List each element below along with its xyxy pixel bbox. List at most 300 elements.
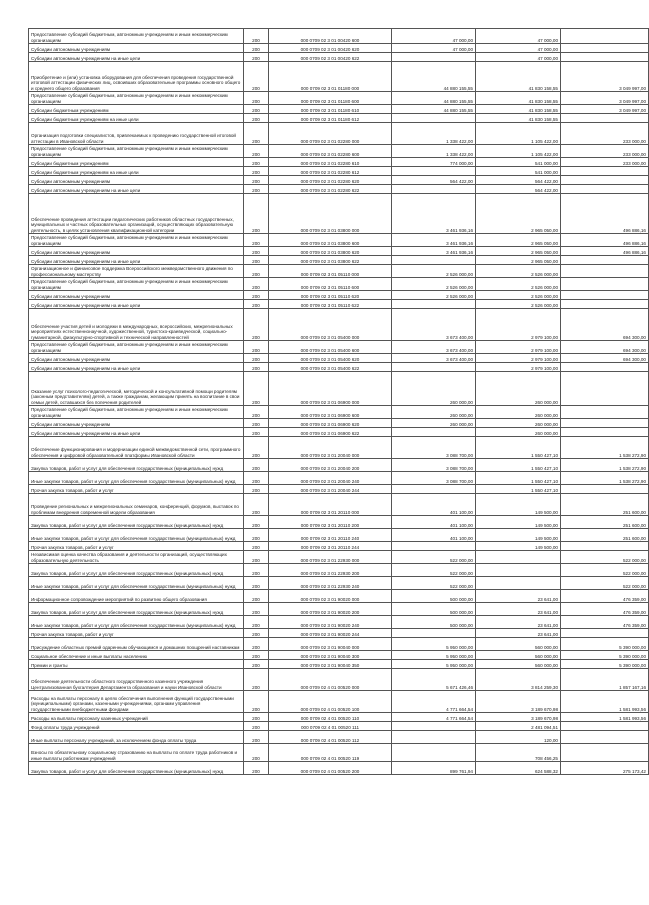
row-plan: 47 000,00 [392,29,476,44]
row-plan: 4 771 664,54 [392,691,476,713]
row-kbk: 000 0709 02 3 01 90020 200 [269,603,392,616]
table-row [29,564,649,577]
row-plan: 47 000,00 [392,44,476,53]
row-executed: 149 500,00 [476,516,561,529]
row-remaining: 275 173,42 [561,762,649,775]
row-code: 200 [244,651,269,660]
row-plan: 260 000,00 [392,372,476,406]
table-row [29,542,649,551]
table-row [29,713,649,722]
table-row [29,651,649,660]
table-row [29,167,649,176]
row-kbk: 000 0709 02 3 01 02280 612 [269,167,392,176]
table-row [29,472,649,485]
row-kbk: 000 0709 02 3 01 06900 622 [269,428,392,437]
row-name: Обеспечение проведения аттестации педагогических работников областных государственных, муниципальных и частных образовательных организаций, осуществляющих образовательную деятельность, в целях установления квалификационной категории [29,194,244,234]
row-name: Субсидии бюджетным учреждениям [29,105,244,114]
budget-table [28,28,649,775]
row-name: Оказание услуг психолого-педагогической, методической и консультативной помощи родителям (законным представителям) детей, а также гражданам, желающим принять на воспитание в свои семьи детей, оставшихся без попечения родителей [29,372,244,406]
table-row [29,62,649,92]
table-row [29,247,649,256]
table-row [29,762,649,775]
row-executed: 541 000,00 [476,158,561,167]
row-name: Предоставление субсидий бюджетным, автономным учреждениям и иным некоммерческим организациям [29,92,244,105]
row-code: 200 [244,234,269,247]
row-code: 200 [244,309,269,341]
row-executed: 2 481 094,51 [476,722,561,731]
row-executed: 1 550 427,10 [476,485,561,494]
row-remaining [561,265,649,278]
row-name: Закупка товаров, работ и услуг для обеспечения государственных (муниципальных) нужд [29,516,244,529]
table-row [29,185,649,194]
row-executed: 2 965 050,00 [476,234,561,247]
row-name: Социальное обеспечение и иные выплаты населению [29,651,244,660]
row-kbk: 000 0709 02 3 01 20110 240 [269,529,392,542]
table-row [29,176,649,185]
row-executed: 560 000,00 [476,651,561,660]
table-row [29,516,649,529]
row-executed: 23 641,00 [476,603,561,616]
row-plan [392,428,476,437]
row-plan: 5 950 000,00 [392,638,476,651]
row-code: 200 [244,551,269,564]
row-plan: 44 880 155,55 [392,92,476,105]
row-executed: 120,00 [476,731,561,744]
row-name: Субсидии автономным учреждениям [29,176,244,185]
row-remaining: 476 359,00 [561,603,649,616]
row-code: 200 [244,516,269,529]
row-plan: 3 461 936,16 [392,194,476,234]
row-code: 200 [244,291,269,300]
table-row [29,731,649,744]
row-executed: 2 979 100,00 [476,354,561,363]
row-name: Взносы по обязательному социальному страхованию на выплаты по оплате труда работников и иные выплаты работникам учреждений [29,744,244,762]
row-executed: 47 000,00 [476,44,561,53]
row-executed: 149 500,00 [476,529,561,542]
row-code: 200 [244,660,269,669]
row-remaining [561,372,649,406]
table-row [29,53,649,62]
row-executed: 41 830 158,55 [476,114,561,123]
row-code: 200 [244,669,269,691]
row-name: Закупка товаров, работ и услуг для обеспечения государственных (муниципальных) нужд [29,762,244,775]
row-plan: 3 673 400,00 [392,309,476,341]
row-kbk: 000 0709 02 3 01 05400 600 [269,341,392,354]
row-name: Субсидии бюджетным учреждениям [29,158,244,167]
row-remaining: 251 600,00 [561,494,649,516]
table-row [29,158,649,167]
row-kbk: 000 0709 02 3 01 20110 244 [269,542,392,551]
row-remaining [561,167,649,176]
table-row [29,629,649,638]
row-remaining [561,485,649,494]
row-remaining [561,176,649,185]
row-plan [392,629,476,638]
row-remaining [561,744,649,762]
row-name: Расходы на выплаты персоналу в целях обеспечения выполнения функций государственными (муниципальными) органами, казенными учреждениями, органами управления государственными внебюджетными фондами [29,691,244,713]
row-executed: 541 000,00 [476,167,561,176]
table-row [29,123,649,145]
row-plan [392,185,476,194]
row-code: 200 [244,603,269,616]
table-row [29,485,649,494]
row-name: Организация подготовки специалистов, привлекаемых к проведению государственной итоговой аттестации в Ивановской области [29,123,244,145]
row-remaining: 5 390 000,00 [561,660,649,669]
row-kbk: 000 0709 02 3 01 01180 000 [269,62,392,92]
row-remaining: 496 886,16 [561,234,649,247]
row-plan: 5 950 000,00 [392,660,476,669]
row-plan: 2 526 000,00 [392,291,476,300]
row-plan: 774 000,00 [392,158,476,167]
row-executed: 3 189 670,98 [476,713,561,722]
row-remaining: 694 300,00 [561,341,649,354]
row-code: 200 [244,341,269,354]
row-executed: 2 526 000,00 [476,265,561,278]
row-plan: 3 088 700,00 [392,472,476,485]
row-name: Обеспечение участия детей и молодежи в международных, всероссийских, межрегиональных мероприятиях естественнонаучной, художественной, туристско-краеведческой, социально-гуманитарной, физкультурно-спортивной и технической направленностей [29,309,244,341]
row-remaining: 1 857 167,16 [561,669,649,691]
row-code: 200 [244,529,269,542]
row-name: Субсидии автономным учреждениям на иные цели [29,300,244,309]
row-plan [392,731,476,744]
row-executed: 260 000,00 [476,372,561,406]
row-name: Предоставление субсидий бюджетным, автономным учреждениям и иным некоммерческим организациям [29,145,244,158]
row-remaining: 522 000,00 [561,551,649,564]
table-row [29,406,649,419]
row-executed: 2 965 050,00 [476,194,561,234]
row-name: Субсидии автономным учреждениям на иные цели [29,256,244,265]
row-executed: 564 422,00 [476,176,561,185]
row-remaining: 233 000,00 [561,145,649,158]
row-code: 200 [244,494,269,516]
row-kbk: 000 0709 02 3 01 20040 244 [269,485,392,494]
table-row [29,114,649,123]
table-row [29,459,649,472]
row-executed: 1 550 427,10 [476,472,561,485]
row-kbk: 000 0709 02 3 01 00420 600 [269,29,392,44]
row-remaining: 251 600,00 [561,516,649,529]
row-plan: 522 000,00 [392,577,476,590]
row-name: Прочая закупка товаров, работ и услуг [29,485,244,494]
row-kbk: 000 0709 02 3 01 02280 000 [269,123,392,145]
row-name: Предоставление субсидий бюджетным, автономным учреждениям и иным некоммерческим организациям [29,29,244,44]
row-plan [392,485,476,494]
row-code: 200 [244,185,269,194]
row-executed: 1 105 422,00 [476,145,561,158]
row-code: 200 [244,44,269,53]
row-code: 200 [244,123,269,145]
row-code: 200 [244,265,269,278]
row-plan: 3 461 936,16 [392,234,476,247]
row-plan: 899 761,94 [392,762,476,775]
row-kbk: 000 0709 02 3 01 03800 622 [269,256,392,265]
row-plan: 2 526 000,00 [392,278,476,291]
budget-report-sheet [28,28,646,775]
row-code: 200 [244,300,269,309]
row-executed [476,551,561,564]
table-row [29,145,649,158]
table-row [29,638,649,651]
row-name: Иные закупки товаров, работ и услуг для обеспечения государственных (муниципальных) нужд [29,529,244,542]
table-row [29,278,649,291]
row-plan: 4 771 664,54 [392,713,476,722]
table-row [29,691,649,713]
row-kbk: 000 0709 02 4 01 00520 110 [269,713,392,722]
row-kbk: 000 0709 02 4 01 00520 100 [269,691,392,713]
row-plan [392,363,476,372]
row-executed: 2 526 000,00 [476,291,561,300]
row-remaining: 1 538 272,90 [561,472,649,485]
row-executed: 2 979 100,00 [476,341,561,354]
row-code: 200 [244,114,269,123]
row-name: Субсидии автономным учреждениям [29,419,244,428]
row-name: Субсидии автономным учреждениям [29,354,244,363]
table-row [29,494,649,516]
row-kbk: 000 0709 02 3 01 20040 240 [269,472,392,485]
row-executed: 260 000,00 [476,428,561,437]
row-remaining: 1 581 993,56 [561,713,649,722]
row-remaining [561,363,649,372]
row-remaining: 476 359,00 [561,590,649,603]
row-kbk: 000 0709 02 4 01 00520 119 [269,744,392,762]
row-remaining: 251 600,00 [561,529,649,542]
row-kbk: 000 0709 02 3 01 20110 000 [269,494,392,516]
row-plan [392,744,476,762]
row-kbk: 000 0709 02 3 01 90040 000 [269,638,392,651]
row-code: 200 [244,176,269,185]
row-name: Предоставление субсидий бюджетным, автономным учреждениям и иным некоммерческим организациям [29,234,244,247]
row-remaining [561,542,649,551]
table-row [29,300,649,309]
row-code: 200 [244,105,269,114]
row-name: Иные закупки товаров, работ и услуг для обеспечения государственных (муниципальных) нужд [29,577,244,590]
row-executed: 3 814 259,30 [476,669,561,691]
table-row [29,309,649,341]
row-executed: 560 000,00 [476,638,561,651]
row-plan [392,300,476,309]
row-remaining [561,629,649,638]
row-remaining: 1 581 993,56 [561,691,649,713]
row-kbk: 000 0709 02 3 01 90040 350 [269,660,392,669]
row-code: 200 [244,485,269,494]
row-executed: 2 526 000,00 [476,278,561,291]
row-name: Субсидии бюджетным учреждениям на иные цели [29,114,244,123]
row-name: Субсидии бюджетным учреждениям на иные цели [29,167,244,176]
row-kbk: 000 0709 02 3 01 01180 610 [269,105,392,114]
row-name: Субсидии автономным учреждениям на иные цели [29,53,244,62]
row-executed: 560 000,00 [476,660,561,669]
table-row [29,660,649,669]
table-row [29,551,649,564]
row-name: Субсидии автономным учреждениям [29,247,244,256]
row-kbk: 000 0709 02 3 01 02280 620 [269,176,392,185]
row-executed: 47 000,00 [476,29,561,44]
row-code: 200 [244,564,269,577]
row-code: 200 [244,472,269,485]
row-remaining: 1 538 272,90 [561,459,649,472]
row-executed: 1 550 427,10 [476,459,561,472]
row-executed: 41 830 158,55 [476,105,561,114]
row-executed: 149 500,00 [476,542,561,551]
row-executed: 2 979 100,00 [476,309,561,341]
row-plan [392,167,476,176]
row-code: 200 [244,577,269,590]
row-remaining [561,256,649,265]
row-kbk: 000 0709 02 3 01 20110 200 [269,516,392,529]
row-code: 200 [244,616,269,629]
row-kbk: 000 0709 02 3 01 06900 620 [269,419,392,428]
row-code: 200 [244,354,269,363]
row-executed: 708 456,25 [476,744,561,762]
table-row [29,616,649,629]
row-name: Фонд оплаты труда учреждений [29,722,244,731]
row-remaining [561,406,649,419]
row-remaining: 1 538 272,90 [561,437,649,459]
row-executed: 47 000,00 [476,53,561,62]
row-executed: 23 641,00 [476,629,561,638]
row-kbk: 000 0709 02 3 01 22930 240 [269,577,392,590]
table-row [29,341,649,354]
row-name: Предоставление субсидий бюджетным, автономным учреждениям и иным некоммерческим организациям [29,406,244,419]
row-remaining [561,185,649,194]
row-remaining: 233 000,00 [561,158,649,167]
table-row [29,428,649,437]
row-executed: 2 965 050,00 [476,256,561,265]
row-remaining [561,114,649,123]
row-kbk: 000 0709 02 3 01 02280 622 [269,185,392,194]
row-plan: 44 880 155,55 [392,105,476,114]
row-remaining [561,29,649,44]
row-code: 200 [244,363,269,372]
row-kbk: 000 0709 02 3 01 02280 600 [269,145,392,158]
row-executed: 260 000,00 [476,419,561,428]
table-row [29,194,649,234]
table-row [29,744,649,762]
row-name: Предоставление субсидий бюджетным, автономным учреждениям и иным некоммерческим организациям [29,341,244,354]
row-plan: 3 673 400,00 [392,341,476,354]
row-plan: 500 000,00 [392,603,476,616]
table-row [29,29,649,44]
row-code: 200 [244,194,269,234]
table-row [29,722,649,731]
row-kbk: 000 0709 02 3 01 05400 000 [269,309,392,341]
row-plan: 522 000,00 [392,551,476,564]
row-name: Иные выплаты персоналу учреждений, за исключением фонда оплаты труда [29,731,244,744]
row-kbk: 000 0709 02 3 01 20040 200 [269,459,392,472]
row-plan: 260 000,00 [392,419,476,428]
row-kbk: 000 0709 02 3 01 05110 620 [269,291,392,300]
row-plan [392,256,476,265]
row-code: 200 [244,731,269,744]
row-name: Премии и гранты [29,660,244,669]
table-row [29,44,649,53]
table-row [29,372,649,406]
row-plan: 522 000,00 [392,564,476,577]
row-executed: 2 526 000,00 [476,300,561,309]
row-kbk: 000 0709 02 3 01 90020 240 [269,616,392,629]
row-code: 200 [244,53,269,62]
row-remaining: 694 300,00 [561,354,649,363]
row-plan: 5 671 426,46 [392,669,476,691]
row-kbk: 000 0709 02 4 01 00520 200 [269,762,392,775]
row-plan [392,53,476,62]
row-plan: 1 338 422,00 [392,145,476,158]
table-row [29,291,649,300]
row-remaining: 496 886,16 [561,247,649,256]
row-kbk: 000 0709 02 3 01 00420 620 [269,44,392,53]
budget-table-body [29,29,649,775]
row-name: Независимая оценка качества образования и деятельности организаций, осуществляющих образовательную деятельность [29,551,244,564]
row-name: Субсидии автономным учреждениям [29,44,244,53]
row-remaining: 5 390 000,00 [561,651,649,660]
row-plan: 1 338 422,00 [392,123,476,145]
row-remaining [561,428,649,437]
row-remaining: 522 000,00 [561,577,649,590]
row-plan: 500 000,00 [392,590,476,603]
row-kbk: 000 0709 02 3 01 03800 620 [269,247,392,256]
row-plan: 401 100,00 [392,494,476,516]
row-code: 200 [244,278,269,291]
row-kbk: 000 0709 02 3 01 90040 300 [269,651,392,660]
table-row [29,669,649,691]
row-executed: 41 830 158,55 [476,62,561,92]
table-row [29,529,649,542]
row-executed: 1 105 422,00 [476,123,561,145]
row-remaining: 694 300,00 [561,309,649,341]
row-code: 200 [244,638,269,651]
row-plan [392,542,476,551]
row-plan: 3 088 700,00 [392,459,476,472]
row-plan: 401 100,00 [392,529,476,542]
row-remaining: 3 049 997,00 [561,105,649,114]
row-executed: 2 965 050,00 [476,247,561,256]
row-code: 200 [244,428,269,437]
row-name: Закупка товаров, работ и услуг для обеспечения государственных (муниципальных) нужд [29,603,244,616]
row-code: 200 [244,158,269,167]
row-executed [476,577,561,590]
row-code: 200 [244,629,269,638]
row-kbk: 000 0709 02 3 01 01180 600 [269,92,392,105]
row-name: Расходы на выплаты персоналу казенных учреждений [29,713,244,722]
row-plan: 260 000,00 [392,406,476,419]
row-remaining: 476 359,00 [561,616,649,629]
row-remaining [561,300,649,309]
row-kbk: 000 0709 02 4 01 00520 112 [269,731,392,744]
row-kbk: 000 0709 02 3 01 05110 622 [269,300,392,309]
row-code: 200 [244,419,269,428]
row-code: 200 [244,167,269,176]
row-code: 200 [244,256,269,265]
row-kbk: 000 0709 02 3 01 05110 000 [269,265,392,278]
row-name: Обеспечение деятельности областного государственного казенного учреждения Централизованная бухгалтерия Департамента образования и науки Ивановской области [29,669,244,691]
table-row [29,437,649,459]
row-plan: 44 880 155,55 [392,62,476,92]
row-name: Организационное и финансовое поддержка Всероссийского межведомственного движения по профессиональному мастерству [29,265,244,278]
row-code: 200 [244,247,269,256]
table-row [29,92,649,105]
row-code: 200 [244,145,269,158]
row-name: Обеспечение функционирования и модернизации единой межведомственной сети, программного обеспечения и цифровой образовательной платформы Ивановской области [29,437,244,459]
row-name: Субсидии автономным учреждениям на иные цели [29,185,244,194]
row-kbk: 000 0709 02 3 01 05110 600 [269,278,392,291]
row-executed: 23 641,00 [476,590,561,603]
row-plan [392,722,476,731]
row-code: 200 [244,437,269,459]
row-code: 200 [244,92,269,105]
row-executed: 260 000,00 [476,406,561,419]
row-remaining: 233 000,00 [561,123,649,145]
row-name: Предоставление субсидий бюджетным, автономным учреждениям и иным некоммерческим организациям [29,278,244,291]
